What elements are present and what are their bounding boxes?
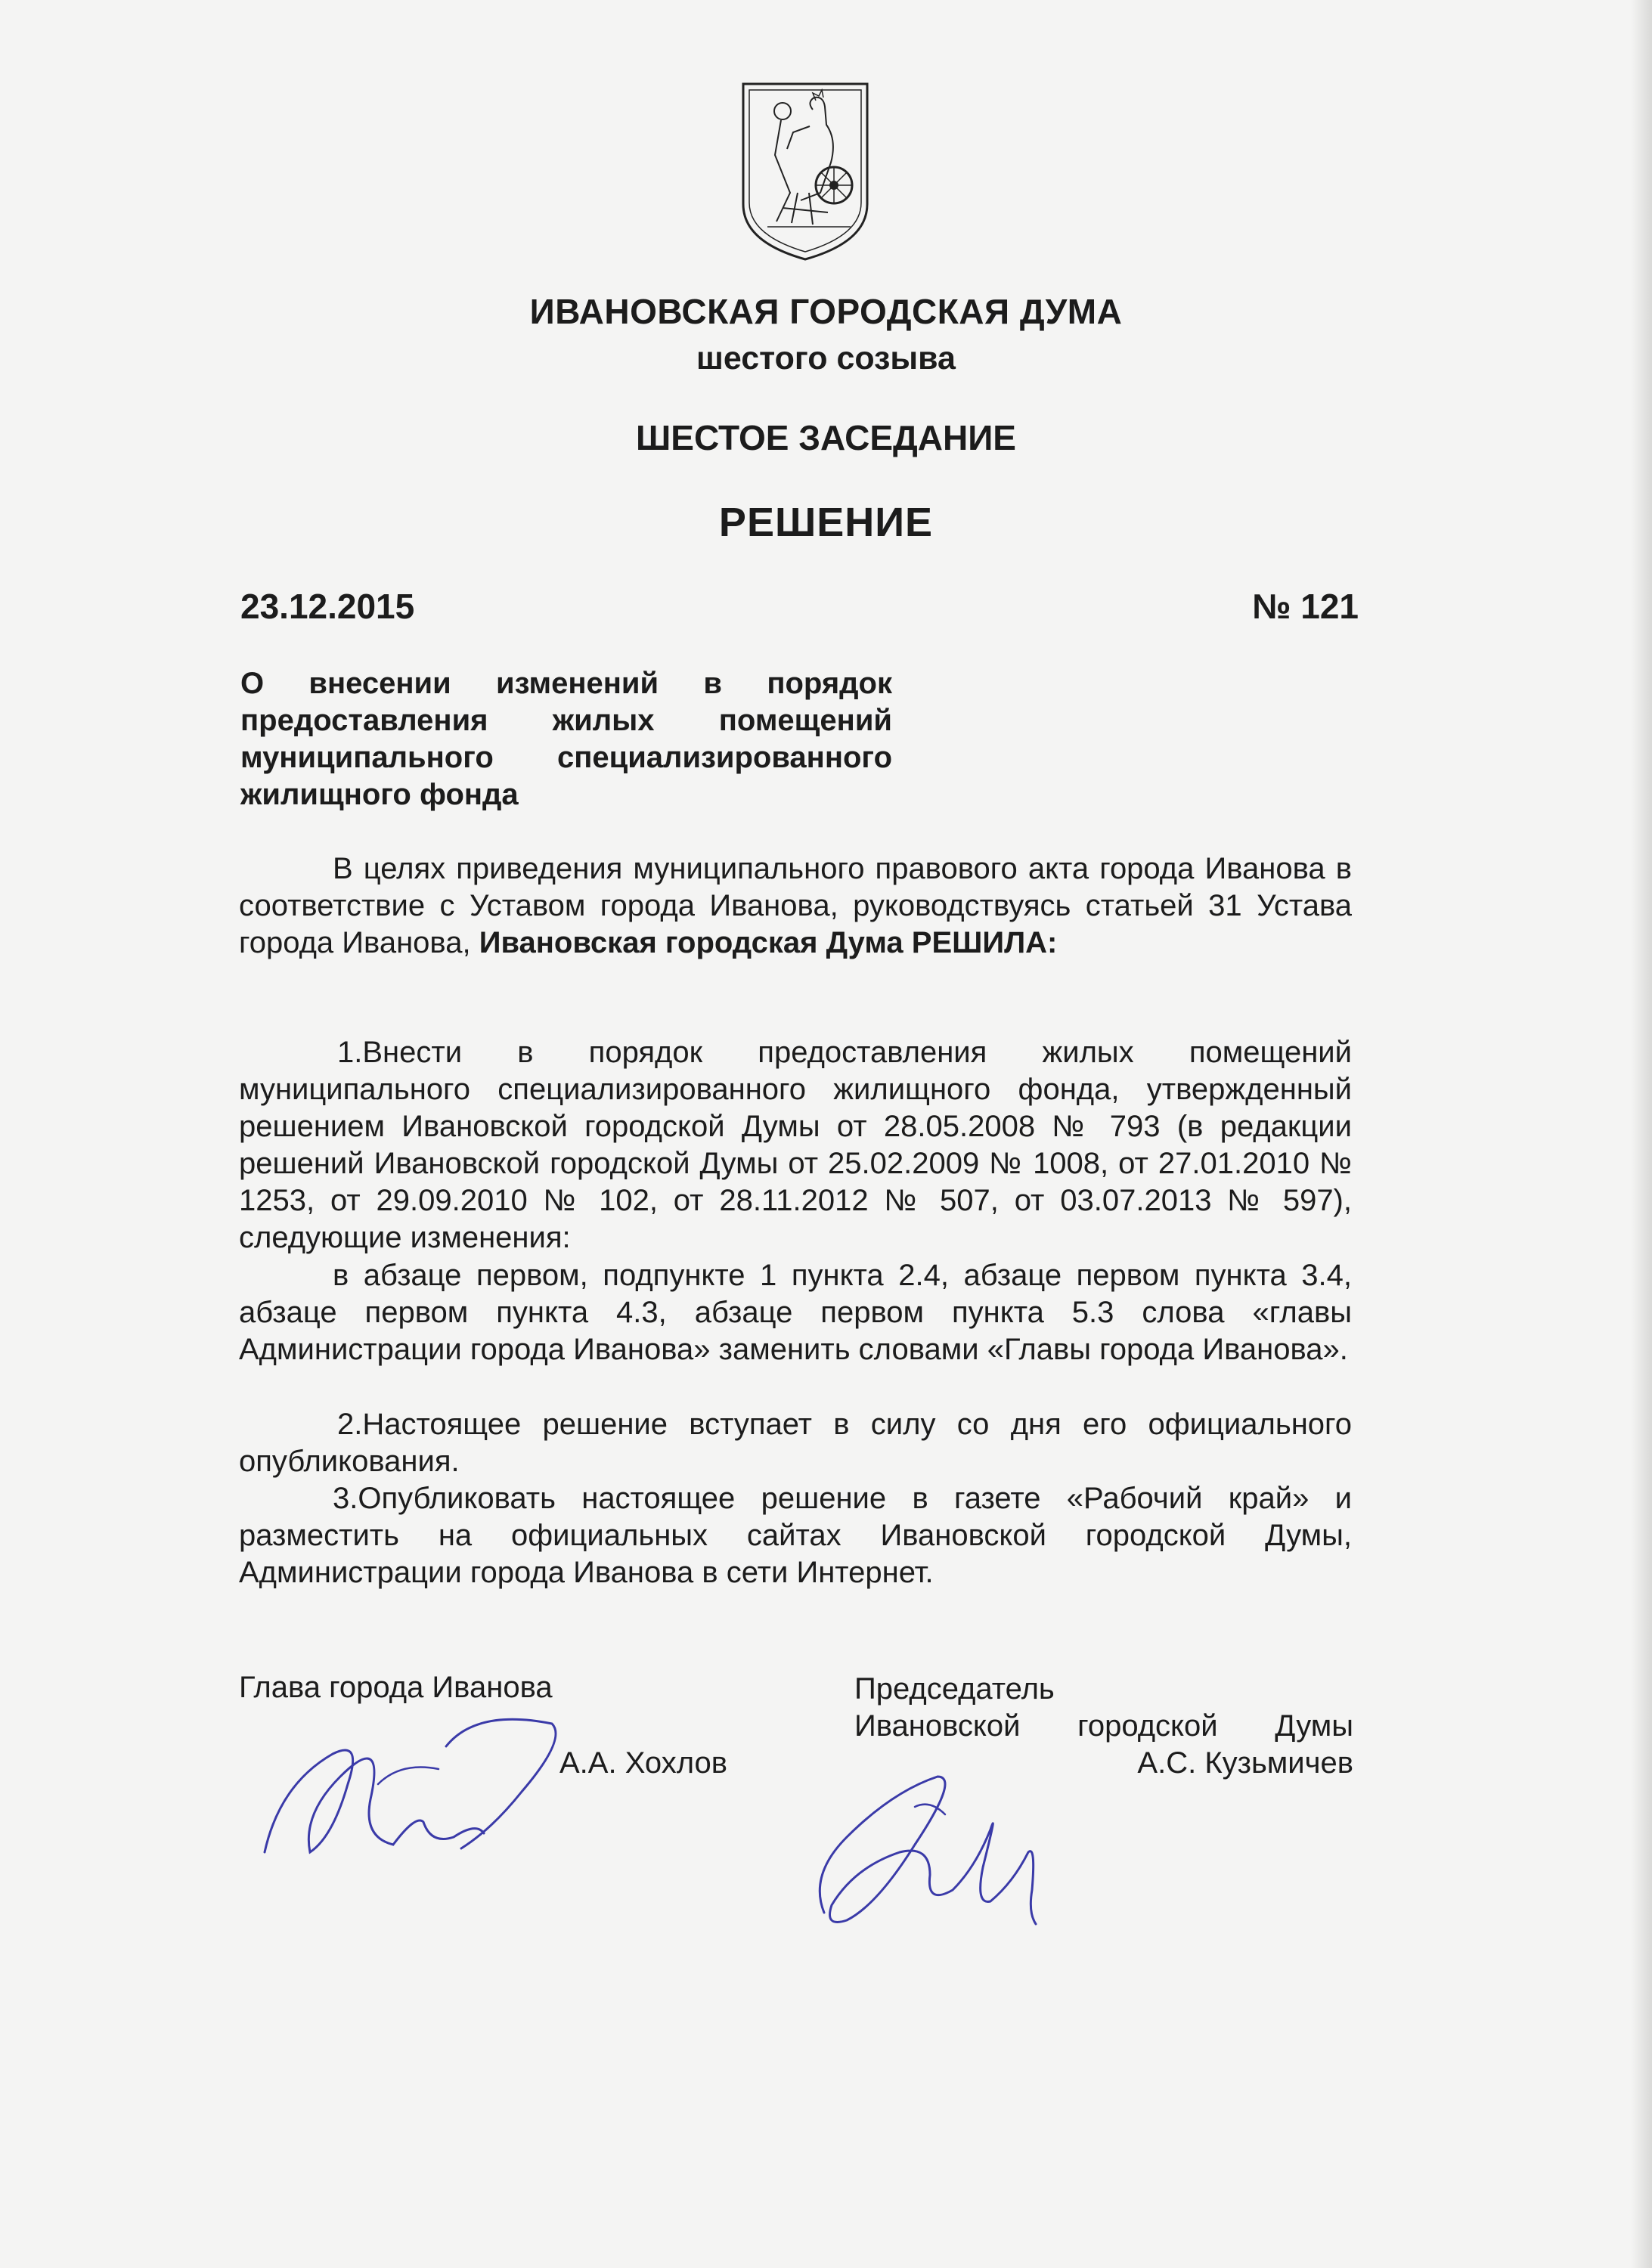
- item-1-paragraph: 1.Внести в порядок предоставления жилых помещений муниципального специализированного жилищного фонда, утвержденный решением Ивановской городской Думы от 28.05.2008 № 793 (в редакции решений Ивановской городской Думы от 25.02.2009 № 1008, от 27.01.2010 № 1253, от 29.09.2010 № 102, от 28.11.2012 № 507, от 03.07.2013 № 597), следующие изменения:: [239, 1036, 1352, 1254]
- subject-line: предоставления жилых помещений: [240, 704, 892, 737]
- item-2-paragraph: 2.Настоящее решение вступает в силу со дня его официального опубликования.: [239, 1408, 1352, 1478]
- mayor-signature: [250, 1693, 582, 1875]
- preamble-text: В целях приведения муниципального правового акта города Иванова в соответствие с Уставом города Иванова, руководствуясь статьей 31 Устава города Иванова,: [239, 852, 1352, 959]
- chairman-title-line-2: [854, 1708, 1353, 1745]
- chairman-title-word: Думы: [1275, 1709, 1353, 1743]
- coat-of-arms-emblem: [737, 79, 873, 265]
- chairman-title-word: Ивановской: [854, 1709, 1021, 1743]
- item-3-paragraph: 3.Опубликовать настоящее решение в газете «Рабочий край» и разместить на официальных сайтах Ивановской городской Думы, Администрации города Иванова в сети Интернет.: [239, 1482, 1352, 1589]
- mayor-title: Глава города Иванова: [239, 1671, 553, 1704]
- preamble-paragraph: [239, 850, 1352, 962]
- decision-date: 23.12.2015: [240, 587, 415, 626]
- subject-line: жилищного фонда: [240, 778, 519, 811]
- chairman-title-line-1: Председатель: [854, 1672, 1055, 1706]
- preamble-resolution: Ивановская городская Дума РЕШИЛА:: [479, 926, 1058, 959]
- chairman-title-word: городской: [1077, 1709, 1218, 1743]
- convocation: шестого созыва: [696, 340, 956, 376]
- council-name: ИВАНОВСКАЯ ГОРОДСКАЯ ДУМА: [529, 292, 1123, 331]
- decision-number: № 121: [1252, 587, 1359, 626]
- chairman-signature: [801, 1761, 1089, 1935]
- mayor-name: А.А. Хохлов: [559, 1746, 728, 1780]
- session-title: ШЕСТОЕ ЗАСЕДАНИЕ: [636, 418, 1016, 457]
- subject-line: муниципального специализированного: [240, 741, 892, 774]
- chairman-name: А.С. Кузьмичев: [1137, 1746, 1353, 1780]
- document-type: РЕШЕНИЕ: [718, 500, 934, 545]
- item-1-detail-paragraph: в абзаце первом, подпункте 1 пункта 2.4, абзаце первом пункта 3.4, абзаце первом пункта 4.3, абзаце первом пункта 5.3 слова «главы Администрации города Иванова» заменить словами «Главы города Иванова».: [239, 1259, 1352, 1366]
- decision-subject: [240, 665, 892, 813]
- subject-line: О внесении изменений в порядок: [240, 667, 892, 700]
